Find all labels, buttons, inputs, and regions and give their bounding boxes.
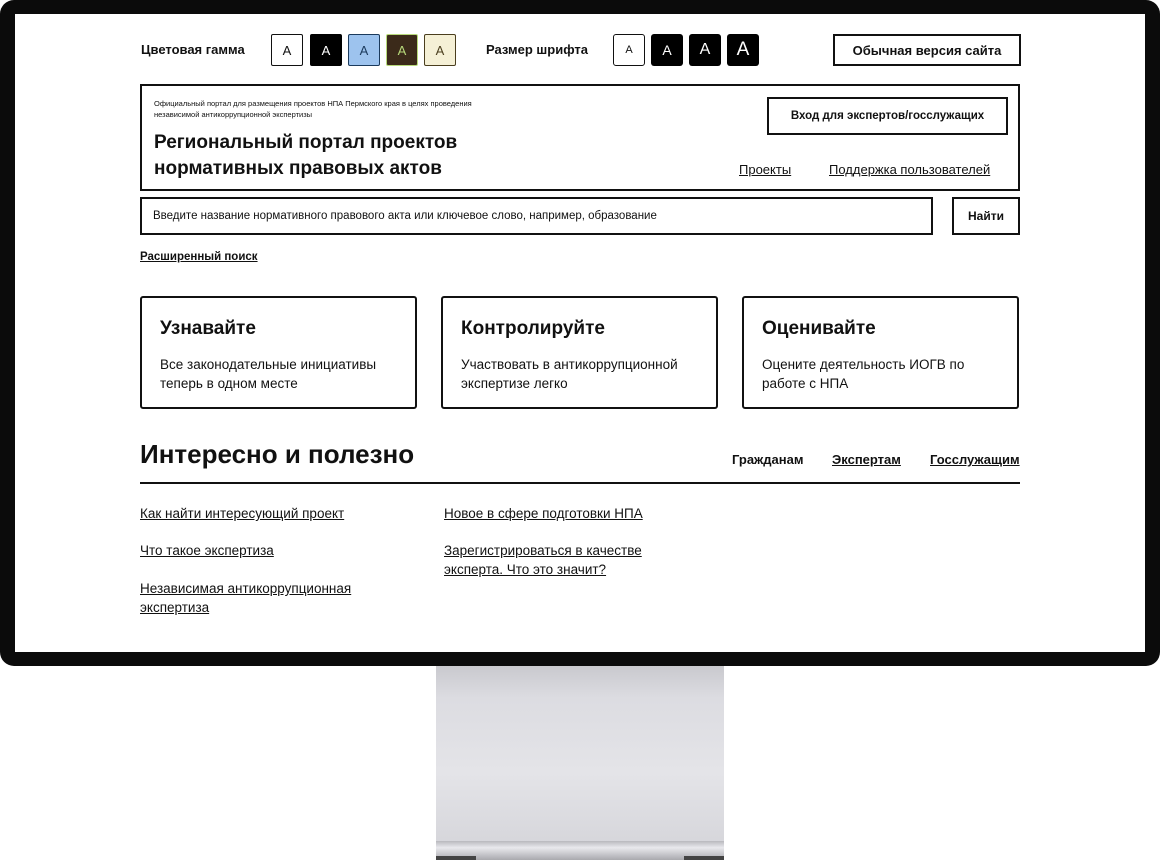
color-scheme-blue-button[interactable] xyxy=(348,34,380,66)
font-size-letter: A xyxy=(625,44,633,56)
swatch-letter: A xyxy=(435,42,445,58)
screen xyxy=(15,14,1145,652)
feature-card-learn[interactable] xyxy=(140,296,417,409)
monitor-stand-base xyxy=(436,841,724,860)
monitor-stand xyxy=(436,666,724,844)
color-scheme-brown-button[interactable] xyxy=(386,34,418,66)
color-scheme-beige-button[interactable] xyxy=(424,34,456,66)
section-divider xyxy=(140,482,1020,484)
info-link[interactable]: Что такое экспертиза xyxy=(140,543,274,558)
expert-login-button[interactable]: Вход для экспертов/госслужащих xyxy=(767,97,1008,135)
color-scheme-label: Цветовая гамма xyxy=(141,42,245,57)
tab-citizens[interactable]: Гражданам xyxy=(732,452,804,467)
stand-foot xyxy=(436,856,476,860)
swatch-letter: A xyxy=(321,42,331,58)
section-title: Интересно и полезно xyxy=(140,439,415,469)
feature-card-evaluate[interactable] xyxy=(742,296,1019,409)
swatch-letter: A xyxy=(282,42,292,58)
info-link[interactable]: Новое в сфере подготовки НПА xyxy=(444,506,643,521)
tab-experts[interactable]: Экспертам xyxy=(832,452,901,467)
card-text: Участвовать в антикоррупционной экспертизе легко xyxy=(461,357,678,391)
tab-civil-servants[interactable]: Госслужащим xyxy=(930,452,1020,467)
nav-link-user-support[interactable]: Поддержка пользователей xyxy=(829,162,991,177)
nav-link-projects[interactable]: Проекты xyxy=(739,162,792,177)
font-size-letter: A xyxy=(699,41,711,58)
feature-card-control[interactable] xyxy=(441,296,718,409)
search-button[interactable]: Найти xyxy=(952,197,1020,235)
card-text: Все законодательные инициативы теперь в одном месте xyxy=(160,357,377,391)
font-size-small-button[interactable] xyxy=(613,34,645,66)
card-title: Оценивайте xyxy=(762,318,876,339)
card-text: Оцените деятельность ИОГВ по работе с НПА xyxy=(762,357,965,391)
font-size-xlarge-button[interactable] xyxy=(727,34,759,66)
stand-foot xyxy=(684,856,724,860)
swatch-letter: A xyxy=(397,42,407,58)
font-size-medium-button[interactable] xyxy=(651,34,683,66)
font-size-label: Размер шрифта xyxy=(486,42,588,57)
card-title: Узнавайте xyxy=(160,318,256,339)
search-input[interactable]: Введите название нормативного правового акта или ключевое слово, например, образование xyxy=(140,197,933,235)
color-scheme-white-button[interactable] xyxy=(271,34,303,66)
color-scheme-black-button[interactable] xyxy=(310,34,342,66)
portal-title: Региональный портал проектов нормативных правовых актов xyxy=(154,132,458,179)
info-link[interactable]: Как найти интересующий проект xyxy=(140,506,345,521)
swatch-letter: A xyxy=(359,42,369,58)
font-size-letter: A xyxy=(662,42,672,58)
font-size-letter: A xyxy=(736,39,750,60)
normal-version-button[interactable]: Обычная версия сайта xyxy=(833,34,1021,66)
info-link[interactable]: Зарегистрироваться в качестве эксперта. Что это значит? xyxy=(444,543,642,577)
portal-caption: Официальный портал для размещения проектов НПА Пермского края в целях проведения независимой антикоррупционной экспертизы xyxy=(154,99,472,119)
font-size-large-button[interactable] xyxy=(689,34,721,66)
card-title: Контролируйте xyxy=(461,318,605,339)
info-link[interactable]: Независимая антикоррупционная экспертиза xyxy=(140,581,352,615)
portal-header xyxy=(140,84,1020,191)
advanced-search-link[interactable]: Расширенный поиск xyxy=(140,251,258,263)
